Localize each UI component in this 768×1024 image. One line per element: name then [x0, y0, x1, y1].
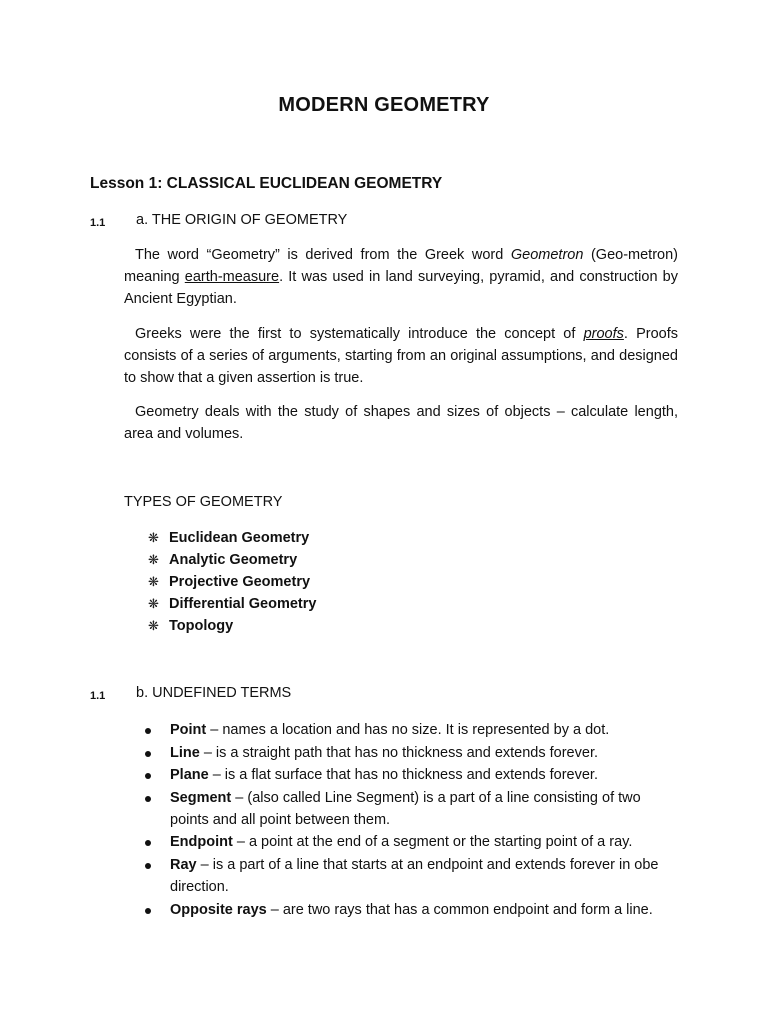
text-span: The word “Geometry” is derived from the Greek word: [135, 247, 511, 263]
term-definition: – is a straight path that has no thickness and extends forever.: [199, 744, 598, 761]
list-item: [145, 899, 678, 921]
term-name: Plane: [170, 767, 209, 784]
bullet-dot-icon: [145, 751, 151, 757]
text-span: Greeks were the first to systematically introduce the concept of: [135, 326, 584, 342]
terms-list: [145, 719, 678, 921]
origin-paragraph-1: [124, 244, 678, 310]
bullet-dot-icon: [145, 908, 151, 914]
term-definition: – is a flat surface that has no thickness and extends forever.: [208, 767, 598, 784]
list-item: [145, 742, 678, 764]
bullet-dot-icon: [145, 773, 151, 779]
list-item: [148, 527, 316, 549]
underlined-term: earth-measure: [184, 269, 280, 285]
document-title: MODERN GEOMETRY: [278, 94, 490, 116]
list-item: [148, 593, 316, 615]
list-item: [145, 787, 678, 831]
text-span: . Proofs consists of a series of arguments, starting from an original assumptions, and designed to show that a given assertion is true.: [124, 326, 678, 386]
term-definition: – are two rays that has a common endpoint and form a line.: [266, 901, 653, 918]
list-item: [148, 571, 316, 593]
list-item: [145, 719, 678, 741]
asterisk-bullet-icon: ❋: [148, 552, 159, 567]
bullet-dot-icon: [145, 728, 151, 734]
types-heading: TYPES OF GEOMETRY: [124, 494, 283, 510]
origin-paragraph-3: Geometry deals with the study of shapes and sizes of objects – calculate length, area and volumes.: [124, 404, 678, 442]
lesson-heading: Lesson 1: CLASSICAL EUCLIDEAN GEOMETRY: [90, 175, 443, 192]
section-number: 1.1: [90, 217, 106, 229]
list-item-label: Euclidean Geometry: [169, 530, 310, 546]
term-definition: – is a part of a line that starts at an endpoint and extends forever in obe direction.: [170, 856, 659, 895]
list-item-label: Differential Geometry: [169, 596, 317, 612]
term-name: Opposite rays: [170, 901, 267, 918]
origin-paragraph-2: [124, 323, 678, 389]
text-span: . It was used in land surveying, pyramid, and construction by Ancient Egyptian.: [124, 269, 678, 307]
list-item: [145, 764, 678, 786]
term-name: Endpoint: [170, 834, 233, 851]
section-heading-origin: a. THE ORIGIN OF GEOMETRY: [136, 212, 348, 228]
bullet-dot-icon: [145, 840, 151, 846]
section-number: 1.1: [90, 690, 106, 702]
term-definition: – names a location and has no size. It is represented by a dot.: [206, 722, 610, 738]
asterisk-bullet-icon: ❋: [148, 530, 159, 545]
term-name: Point: [170, 722, 207, 738]
asterisk-bullet-icon: ❋: [148, 618, 159, 633]
list-item: [148, 549, 316, 571]
asterisk-bullet-icon: ❋: [148, 574, 159, 589]
asterisk-bullet-icon: ❋: [148, 596, 159, 611]
text-span: (Geo-metron) meaning: [124, 247, 678, 285]
list-item: [145, 831, 678, 853]
term-definition: – (also called Line Segment) is a part of a line consisting of two points and all point between them.: [170, 789, 641, 828]
bullet-dot-icon: [145, 863, 151, 869]
types-list: [148, 527, 316, 637]
emphasized-term: proofs: [583, 326, 624, 342]
section-heading-undefined-terms: b. UNDEFINED TERMS: [136, 685, 292, 701]
list-item-label: Analytic Geometry: [169, 552, 298, 568]
term-name: Segment: [170, 789, 232, 806]
term-definition: – a point at the end of a segment or the starting point of a ray.: [232, 834, 633, 851]
term-name: Line: [170, 744, 200, 761]
list-item-label: Projective Geometry: [169, 574, 311, 590]
list-item-label: Topology: [169, 618, 234, 634]
list-item: [148, 615, 316, 637]
italic-term: Geometron: [510, 247, 584, 263]
list-item: [145, 854, 678, 898]
term-name: Ray: [170, 856, 197, 873]
bullet-dot-icon: [145, 796, 151, 802]
